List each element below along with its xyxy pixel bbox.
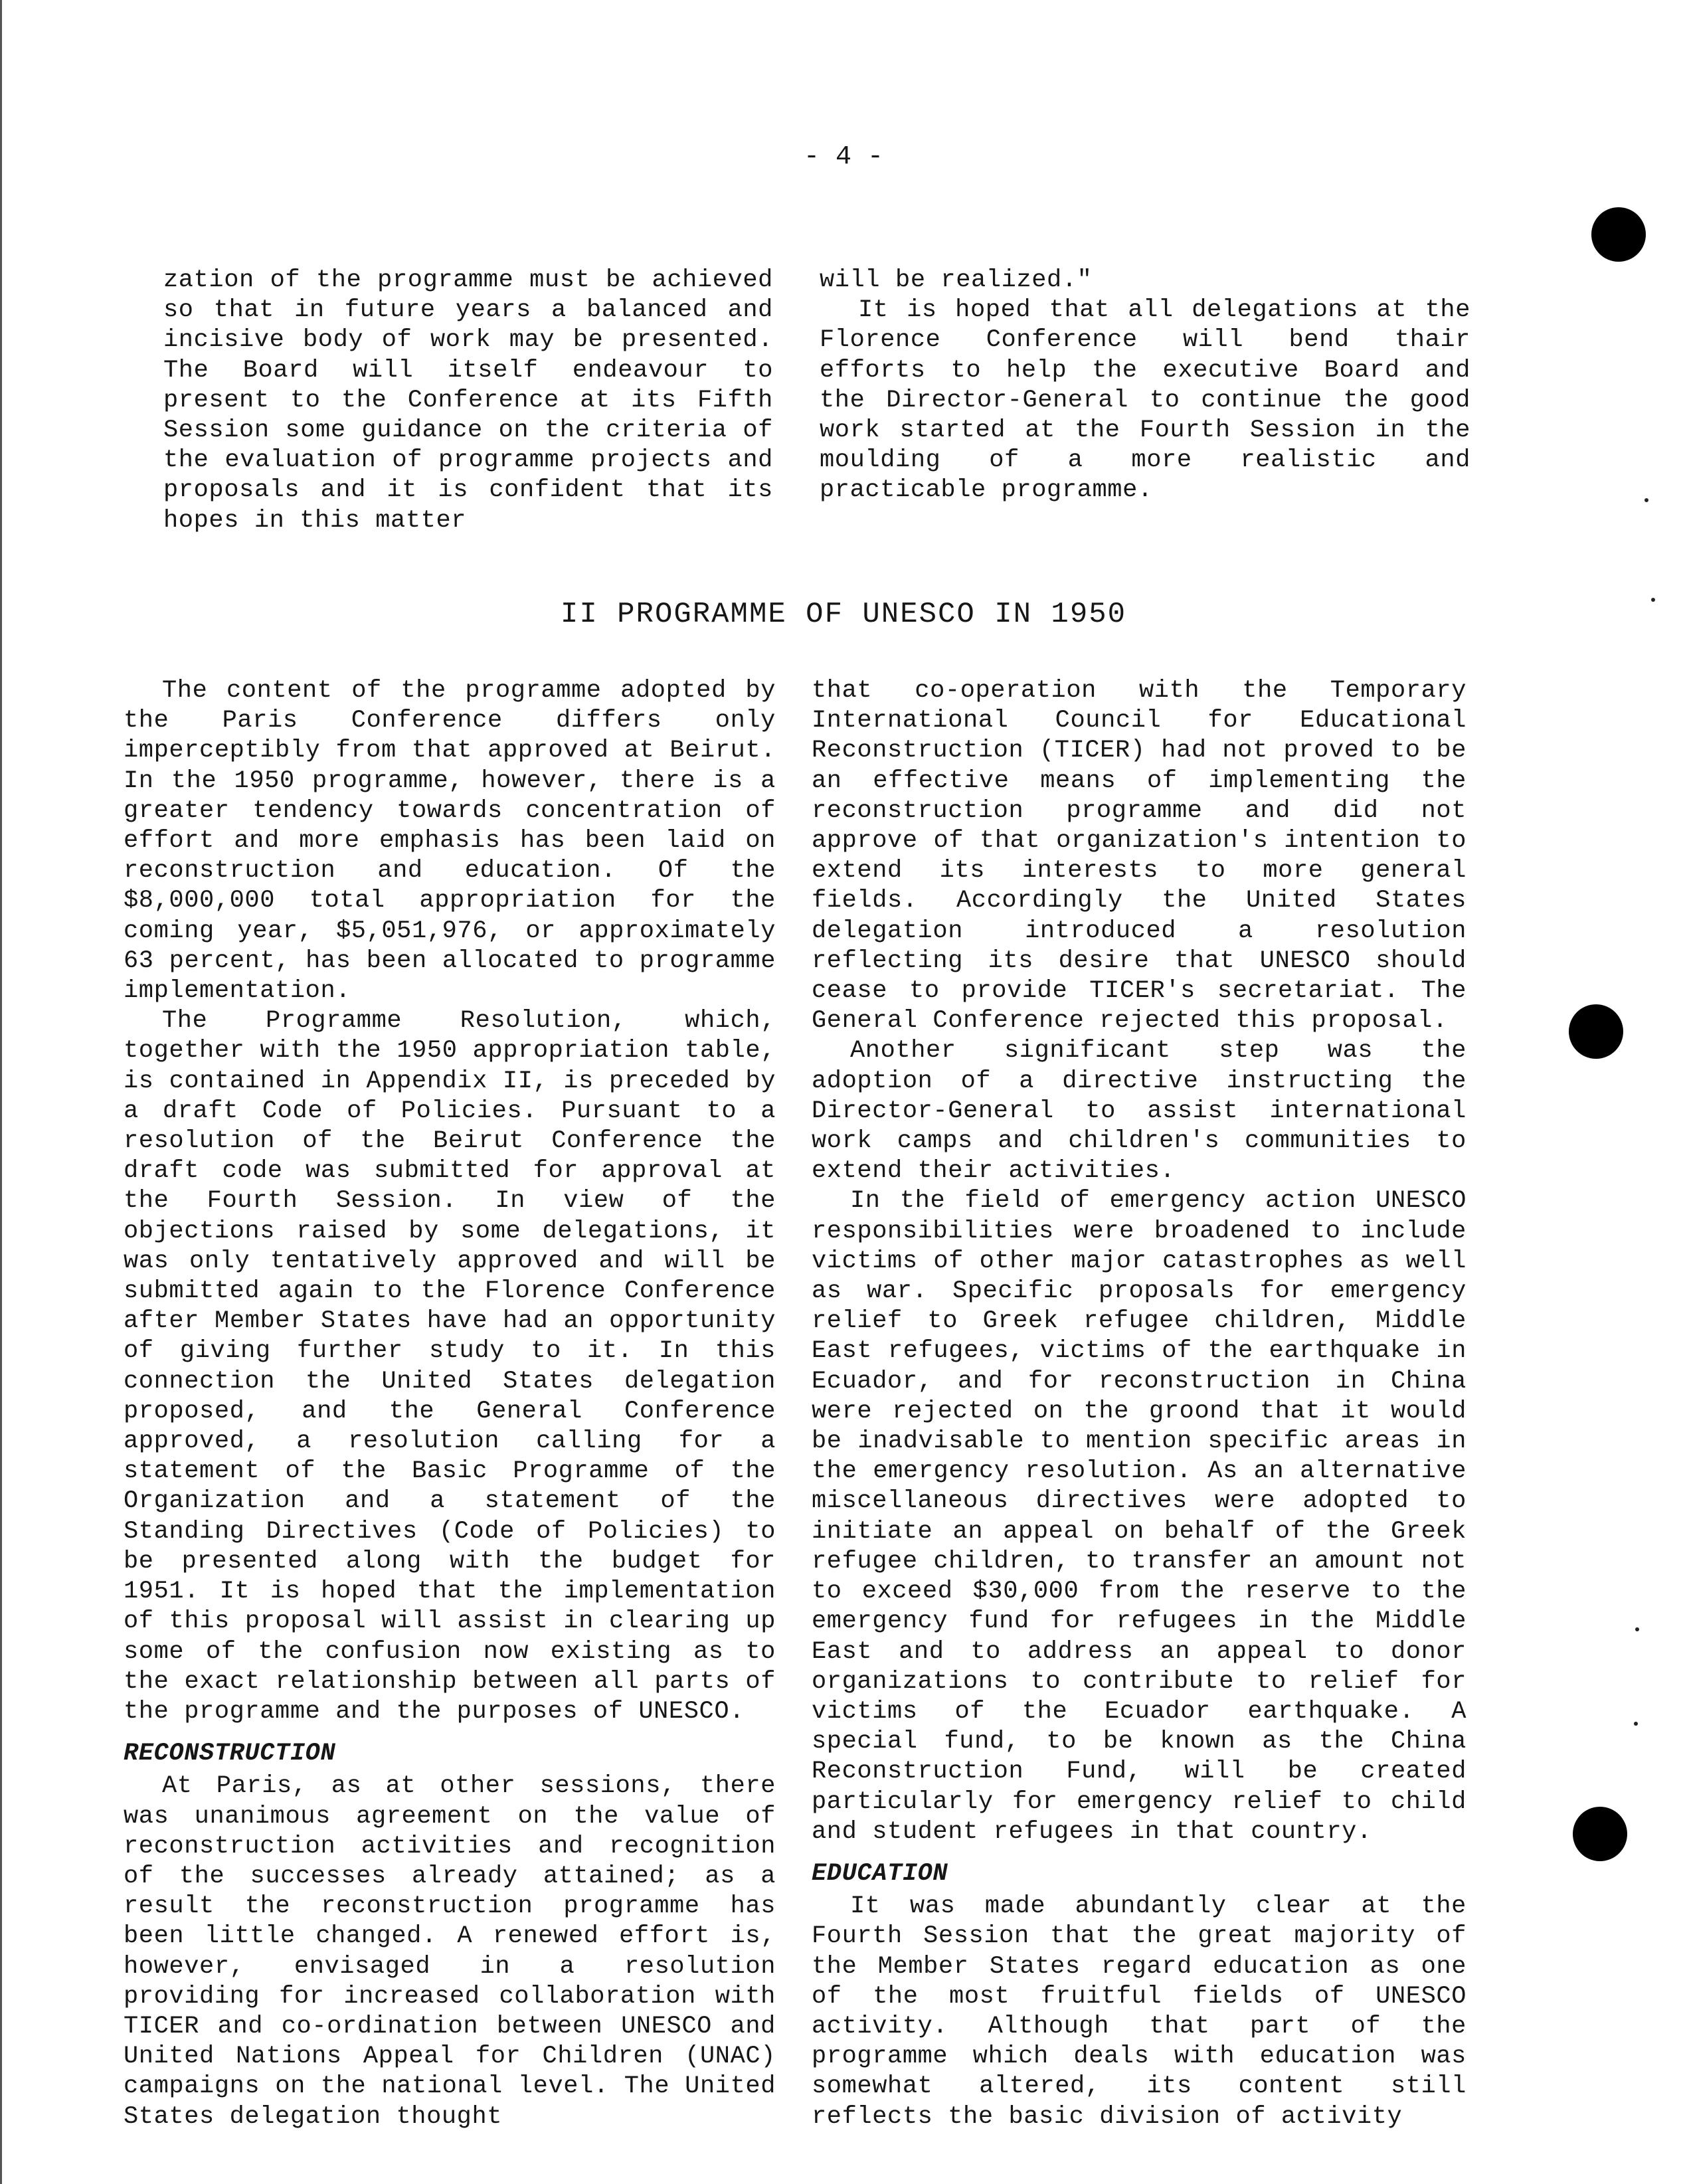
main-right-column (812, 676, 1466, 2132)
punch-hole-top (1591, 207, 1646, 262)
scan-speck (1635, 1627, 1639, 1631)
top-left-paragraph: zation of the programme must be achieved so that in future years a balanced and incisive body of work may be presented. The Board will itself endeavour to present to the Conference at its Fifth Session some guidance on the criteria of the evaluation of programme projects and proposals and it is confident that its hopes in this matter (163, 266, 773, 535)
page-number: - 4 - (803, 142, 884, 172)
scan-speck (1634, 1722, 1638, 1726)
left-paragraph-3: At Paris, as at other sessions, there was unanimous agreement on the value of reconstruction activities and recognition of the successes already attained; as a result the reconstruction programme has been little changed. A renewed effort is, however, envisaged in a resolution providing for increased collaboration with TICER and co-ordination between UNESCO and United Nations Appeal for Children (UNAC) campaigns on the national level. The United States delegation thought (124, 1772, 776, 2131)
scan-speck (1644, 498, 1648, 502)
right-paragraph-4: It was made abundantly clear at the Fourth Session that the great majority of the Member States regard education as one of the most fruitful fields of UNESCO activity. Although that part of the programme which deals with education was somewhat altered, its content still reflects the basic division of activity (812, 1892, 1466, 2131)
top-left-column (163, 266, 773, 536)
left-paragraph-1: The content of the programme adopted by the Paris Conference differs only imperceptibly from that approved at Beirut. In the 1950 programme, however, there is a greater tendency towards concentration of effort and more emphasis has been laid on reconstruction and education. Of the $8,000,000 total appropriation for the coming year, $5,051,976, or approximately 63 percent, has been allocated to programme implementation. (124, 677, 776, 1006)
main-left-column (124, 676, 776, 2132)
top-right-paragraph: It is hoped that all delegations at the Florence Conference will bend thair efforts to help the executive Board and the Director-General to continue the good work started at the Fourth Session in the moulding of a more realistic and practicable programme. (820, 296, 1470, 505)
right-paragraph-1: that co-operation with the Temporary International Council for Educational Reconstruction (TICER) had not proved to be an effective means of implementing the reconstruction programme and did not approve of that organization's intention to extend its interests to more general fields. Accordingly the United States delegation introduced a resolution reflecting its desire that UNESCO should cease to provide TICER's secretariat. The General Conference rejected this proposal. (812, 677, 1466, 1036)
right-paragraph-2: Another significant step was the adoption of a directive instructing the Director-General to assist international work camps and children's communities to extend their activities. (812, 1037, 1466, 1186)
punch-hole-middle (1569, 1004, 1623, 1059)
scan-speck (1651, 598, 1655, 602)
reconstruction-subheading: RECONSTRUCTION (124, 1740, 336, 1768)
punch-hole-bottom (1573, 1807, 1627, 1861)
top-right-column (820, 266, 1470, 506)
page-edge-line (0, 0, 5, 2184)
right-paragraph-3: In the field of emergency action UNESCO responsibilities were broadened to include victims of other major catastrophes as well as war. Specific proposals for emergency relief to Greek refugee children, Middle East refugees, victims of the earthquake in Ecuador, and for reconstruction in China were rejected on the groond that it would be inadvisable to mention specific areas in the emergency resolution. As an alternative miscellaneous directives were adopted to initiate an appeal on behalf of the Greek refugee children, to transfer an amount not to exceed $30,000 from the reserve to the emergency fund for refugees in the Middle East and to address an appeal to donor organizations to contribute to relief for victims of the Ecuador earthquake. A special fund, to be known as the China Reconstruction Fund, will be created particularly for emergency relief to child and student refugees in that country. (812, 1187, 1466, 1846)
left-paragraph-2: The Programme Resolution, which, together with the 1950 appropriation table, is contained in Appendix II, is preceded by a draft Code of Policies. Pursuant to a resolution of the Beirut Conference the draft code was submitted for approval at the Fourth Session. In view of the objections raised by some delegations, it was only tentatively approved and will be submitted again to the Florence Conference after Member States have had an opportunity of giving further study to it. In this connection the United States delegation proposed, and the General Conference approved, a resolution calling for a statement of the Basic Programme of the Organization and a statement of the Standing Directives (Code of Policies) to be presented along with the budget for 1951. It is hoped that the implementation of this proposal will assist in clearing up some of the confusion now existing as to the exact relationship between all parts of the programme and the purposes of UNESCO. (124, 1007, 776, 1726)
top-right-quote-end: will be realized." (820, 266, 1093, 294)
section-heading: II PROGRAMME OF UNESCO IN 1950 (560, 598, 1127, 631)
education-subheading: EDUCATION (812, 1859, 948, 1888)
